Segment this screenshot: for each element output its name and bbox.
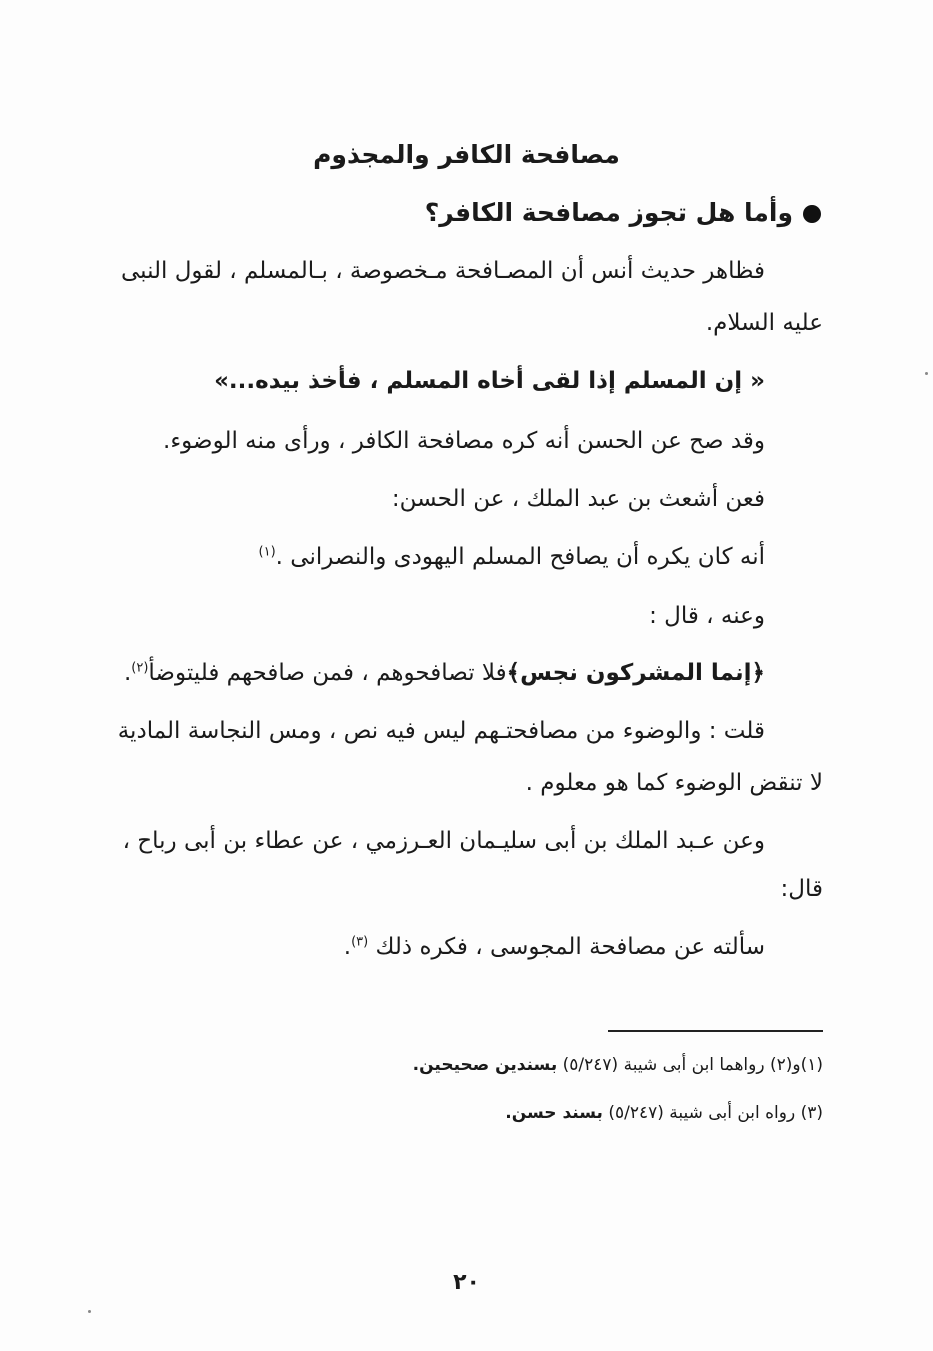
section-title: مصافحة الكافر والمجذوم: [313, 140, 620, 169]
footnote-ref-1: (١): [258, 544, 276, 560]
quran-verse: ﴿إنما المشركون نجس﴾: [506, 660, 765, 686]
question-heading: [106, 198, 821, 227]
paragraph-1-line-1: فظاهر حديث أنس أن المصـافحة مـخصوصة ، بـالمسلم ، لقول النبى: [120, 258, 765, 284]
anhu-narration: وعنه ، قال :: [649, 603, 765, 629]
scan-speck: [88, 1310, 91, 1313]
comment-line-1: قلت : والوضوء من مصافحتـهم ليس فيه نص ، ومس النجاسة المادية: [117, 718, 765, 744]
footnote-divider: [608, 1030, 823, 1032]
majusi-narration: سألته عن مصافحة المجوسى ، فكره ذلك $^{(٣)}$.: [343, 934, 765, 960]
verse-line: ﴿إنما المشركون نجس﴾فلا تصافحوهم ، فمن صافحهم فليتوضأ$^{(٢)}$.: [123, 660, 765, 686]
footnote-ref-3: (٣): [351, 934, 369, 950]
ashath-narration: فعن أشعث بن عبد الملك ، عن الحسن:: [391, 486, 765, 512]
paragraph-1-line-2: عليه السلام.: [705, 310, 823, 336]
comment-line-2: لا تنقض الوضوء كما هو معلوم .: [525, 770, 823, 796]
abdulmalik-line-1: وعن عـبد الملك بن أبى سليـمان العـرزمي ، عن عطاء بن أبى رباح ،: [122, 828, 765, 854]
page-number: ٢٠: [453, 1270, 480, 1295]
scan-speck: [925, 372, 928, 375]
hasan-statement: وقد صح عن الحسن أنه كره مصافحة الكافر ، ورأى منه الوضوء.: [163, 428, 765, 454]
bullet-icon: [803, 205, 821, 223]
question-text: وأما هل تجوز مصافحة الكافر؟: [424, 198, 793, 227]
yahud-narration: أنه كان يكره أن يصافح المسلم اليهودى والنصرانى .$^{(١)}$: [258, 544, 765, 570]
abdulmalik-line-2: قال:: [780, 876, 823, 902]
footnote-ref-2: (٢): [131, 660, 149, 676]
footnote-1: (١)و(٢) رواهما ابن أبى شيبة (٥/٢٤٧) بسندين صحيحين.: [412, 1055, 823, 1075]
footnote-2: (٣) رواه ابن أبى شيبة (٥/٢٤٧) بسند حسن.: [505, 1103, 823, 1123]
hadith-quote: « إن المسلم إذا لقى أخاه المسلم ، فأخذ بيده...»: [214, 368, 765, 394]
